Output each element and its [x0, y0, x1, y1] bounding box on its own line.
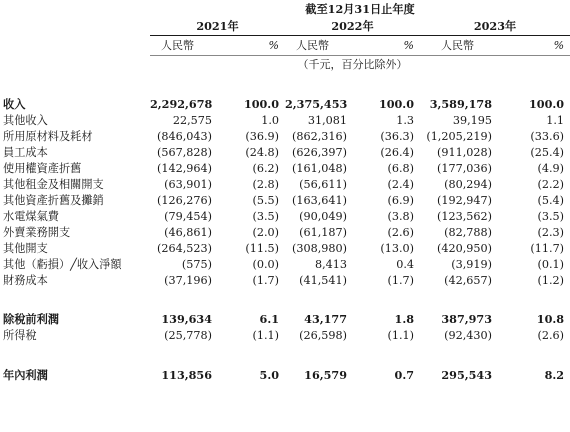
pct-2021: (1.7)	[252, 273, 279, 287]
value-2022: (90,049)	[299, 209, 347, 223]
pct-2021: (3.5)	[252, 209, 279, 223]
pct-2023: (11.7)	[530, 241, 565, 255]
pct-2022: 1.8	[394, 312, 414, 326]
line-items	[0, 96, 570, 288]
value-2022: 43,177	[304, 312, 347, 326]
pct-2023: (2.6)	[537, 328, 565, 342]
pct-2022: (26.4)	[380, 145, 414, 159]
value-2021: (126,276)	[157, 193, 212, 207]
row-label: 其他收入	[3, 114, 48, 127]
pct-2021: (11.5)	[245, 241, 279, 255]
rmb-label-2021: 人民幣	[150, 35, 220, 55]
pct-2021: (2.0)	[252, 225, 279, 239]
table-row	[0, 272, 570, 288]
period-header: 截至12月31日止年度	[305, 2, 415, 16]
pct-2022: (6.8)	[387, 161, 414, 175]
value-2023: (177,036)	[437, 161, 492, 175]
row-label: 所用原材料及耗材	[3, 130, 93, 143]
pct-2022: (36.3)	[380, 129, 414, 143]
table-row	[0, 256, 570, 272]
value-2021: 113,856	[161, 368, 212, 382]
pct-2022: (1.7)	[387, 273, 414, 287]
table-row	[0, 144, 570, 160]
value-2022: (56,611)	[299, 177, 347, 191]
value-2021: (25,778)	[164, 328, 212, 342]
pct-2023: (33.6)	[530, 129, 565, 143]
row-label: 除稅前利潤	[3, 312, 59, 326]
year-2022: 2022年	[285, 18, 420, 35]
value-2022: (161,048)	[292, 161, 347, 175]
value-2022: (862,316)	[292, 129, 347, 143]
pct-2021: (1.1)	[252, 328, 279, 342]
value-2022: (26,598)	[299, 328, 347, 342]
value-2021: (63,901)	[164, 177, 212, 191]
pct-2022: (3.8)	[387, 209, 414, 223]
table-row	[0, 128, 570, 144]
pct-2023: (2.2)	[537, 177, 565, 191]
value-2023: (80,294)	[444, 177, 492, 191]
pct-2021: (36.9)	[245, 129, 279, 143]
value-2021: 139,634	[161, 312, 212, 326]
pct-2022: (13.0)	[380, 241, 414, 255]
value-2022: 8,413	[314, 257, 347, 271]
value-2021: 22,575	[172, 113, 212, 127]
pct-2023: (4.9)	[537, 161, 565, 175]
row-label: 外賣業務開支	[3, 226, 71, 239]
profit-row	[0, 367, 570, 383]
table-row	[0, 240, 570, 256]
value-2023: (3,919)	[451, 257, 492, 271]
tax-row	[0, 327, 570, 343]
pretax-row	[0, 311, 570, 327]
pct-2023: 100.0	[529, 97, 565, 111]
pct-2021: 100.0	[243, 97, 279, 111]
value-2021: (575)	[181, 257, 212, 271]
value-2021: (46,861)	[164, 225, 212, 239]
row-label: 水電煤氣費	[3, 210, 59, 223]
row-label: 所得稅	[3, 329, 37, 342]
pct-2022: (2.4)	[387, 177, 414, 191]
row-label: 使用權資產折舊	[3, 162, 82, 175]
row-label: 收入	[3, 97, 26, 111]
pct-2022: 0.4	[396, 257, 414, 271]
pct-2023: (2.3)	[537, 225, 565, 239]
value-2023: (82,788)	[444, 225, 492, 239]
row-label: 財務成本	[3, 274, 48, 287]
pct-2022: (6.9)	[387, 193, 414, 207]
table-row	[0, 208, 570, 224]
value-2022: (61,187)	[299, 225, 347, 239]
table-row	[0, 224, 570, 240]
row-label: 年內利潤	[3, 368, 48, 382]
pct-2021: 1.0	[261, 113, 279, 127]
pct-2023: 10.8	[536, 312, 565, 326]
value-2021: (37,196)	[164, 273, 212, 287]
value-2022: (41,541)	[299, 273, 347, 287]
pct-2021: (5.5)	[252, 193, 279, 207]
value-2023: (911,028)	[437, 145, 492, 159]
pct-2022: 1.3	[396, 113, 414, 127]
pct-label-2021: %	[220, 35, 285, 55]
value-2023: (192,947)	[437, 193, 492, 207]
value-2023: 387,973	[441, 312, 492, 326]
year-2021: 2021年	[150, 18, 285, 35]
table-row	[0, 112, 570, 128]
pct-2021: 5.0	[259, 368, 279, 382]
pct-2021: (0.0)	[252, 257, 279, 271]
pct-label-2023: %	[500, 35, 570, 55]
pct-2023: (5.4)	[537, 193, 565, 207]
value-2021: (264,523)	[157, 241, 212, 255]
value-2023: (420,950)	[437, 241, 492, 255]
table-row	[0, 192, 570, 208]
pct-2022: (2.6)	[387, 225, 414, 239]
value-2021: (846,043)	[157, 129, 212, 143]
value-2023: (1,205,219)	[426, 129, 492, 143]
pct-2022: 0.7	[394, 368, 414, 382]
value-2022: (626,397)	[292, 145, 347, 159]
value-2023: (42,657)	[444, 273, 492, 287]
pct-2023: (0.1)	[537, 257, 565, 271]
value-2021: (142,964)	[157, 161, 212, 175]
pct-2023: 8.2	[544, 368, 565, 382]
pct-label-2022: %	[355, 35, 420, 55]
row-label: 其他開支	[3, 242, 48, 255]
table-row	[0, 160, 570, 176]
rmb-label-2022: 人民幣	[285, 35, 355, 55]
row-label: 其他租金及相關開支	[3, 178, 104, 191]
pct-2021: (24.8)	[245, 145, 279, 159]
table-row	[0, 96, 570, 112]
value-2023: 3,589,178	[429, 97, 492, 111]
table-row	[0, 176, 570, 192]
pct-2022: 100.0	[378, 97, 414, 111]
value-2023: 39,195	[452, 113, 492, 127]
value-2023: (123,562)	[437, 209, 492, 223]
value-2021: (567,828)	[157, 145, 212, 159]
value-2021: (79,454)	[164, 209, 212, 223]
value-2022: 31,081	[307, 113, 347, 127]
rmb-label-2023: 人民幣	[420, 35, 500, 55]
row-label: 其他資產折舊及攤銷	[3, 194, 104, 207]
pct-2023: (25.4)	[530, 145, 565, 159]
value-2023: (92,430)	[444, 328, 492, 342]
value-2022: (308,980)	[292, 241, 347, 255]
value-2022: (163,641)	[292, 193, 347, 207]
row-label: 員工成本	[3, 146, 48, 159]
unit-note: （千元，百分比除外）	[297, 58, 408, 72]
value-2023: 295,543	[441, 368, 492, 382]
value-2021: 2,292,678	[150, 97, 213, 111]
value-2022: 16,579	[304, 368, 347, 382]
value-2022: 2,375,453	[285, 97, 348, 111]
pct-2023: (3.5)	[537, 209, 565, 223]
pct-2021: (2.8)	[252, 177, 279, 191]
year-2023: 2023年	[420, 18, 570, 35]
pct-2022: (1.1)	[387, 328, 414, 342]
pct-2023: 1.1	[546, 113, 565, 127]
pct-2023: (1.2)	[537, 273, 565, 287]
row-label: 其他（虧損）╱收入淨額	[3, 258, 122, 271]
pct-2021: (6.2)	[252, 161, 279, 175]
pct-2021: 6.1	[259, 312, 279, 326]
